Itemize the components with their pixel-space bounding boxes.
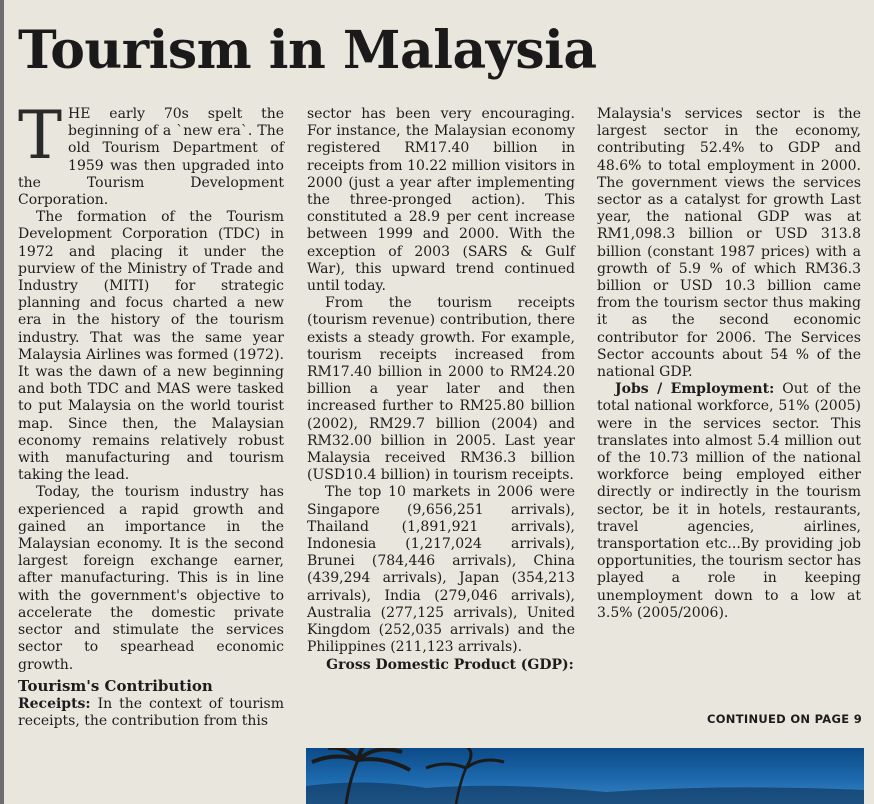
article-column-1 [18, 97, 284, 730]
paragraph-employment [597, 381, 861, 622]
paragraph-sector-encouraging: sector has been very encouraging. For instance, the Malaysian economy registered RM17.40 billion in receipts from 10.22 million visitors in 2000 (just a year after implementing the three-pronged action). This constituted a 28.9 per cent increase between 1999 and 2000. With the exception of 2003 (SARS & Gulf War), this upward trend continued until today. [307, 106, 575, 295]
subhead-gdp: Gross Domestic Product (GDP): [326, 656, 574, 673]
receipts-text: In the context of tourism receipts, the contribution from this [18, 695, 284, 729]
employment-text: Out of the total national workforce, 51% (2005) were in the services sector. This translates into almost 5.4 million out of the 10.73 million of the national workforce being employed either directly or indirectly in the tourism sector, be it in hotels, restaurants, travel agencies, airlines, transportation etc...By providing job opportunities, the tourism sector has played a role in keeping unemployment down to a low at 3.5% (2005/2006). [597, 381, 861, 621]
beach-photo [306, 748, 864, 804]
paragraph-formation: The formation of the Tourism Development Corporation (TDC) in 1972 and placing it under the purview of the Ministry of Trade and Industry (MITI) for strategic planning and focus charted a new era in the history of the tourism industry. That was the same year Malaysia Airlines was formed (1972). It was the dawn of a new beginning and both TDC and MAS were tasked to put Malaysia on the world tourist map. Since then, the Malaysian economy remains relatively robust with manufacturing and tourism taking the lead. [18, 209, 284, 484]
lead-paragraph [18, 97, 284, 209]
left-margin-rule [0, 0, 4, 804]
paragraph-services-sector: Malaysia's services sector is the largest sector in the economy, contributing 52.4% to GDP and 48.6% to total employment in 2000. The government views the services sector as a catalyst for growth Last year, the national GDP was at RM1,098.3 billion or USD 313.8 billion (constant 1987 prices) with a growth of 5.9 % of which RM36.3 billion or USD 10.3 billion came from the tourism sector thus making it as the second economic contributor for 2006. The Services Sector accounts about 54 % of the national GDP. [597, 106, 861, 381]
receipts-label: Receipts: [18, 695, 91, 712]
paragraph-today: Today, the tourism industry has experienced a rapid growth and gained an importance in the Malaysian economy. It is the second largest foreign exchange earner, after manufacturing. This is in line with the government's objective to accelerate the domestic private sector and stimulate the services sector to spearhead economic growth. [18, 484, 284, 673]
subhead-tourism-contribution: Tourism's Contribution [18, 676, 213, 695]
paragraph-receipts-growth: From the tourism receipts (tourism revenue) contribution, there exists a steady growth. For example, tourism receipts increased from RM17.40 billion in 2000 to RM24.20 billion a year later and then increased further to RM25.80 billion (2002), RM29.7 billion (2004) and RM32.00 billion in 2005. Last year Malaysia received RM36.3 billion (USD10.4 billion) in tourism receipts. [307, 295, 575, 484]
drop-cap: T [18, 97, 63, 174]
article-column-2 [307, 106, 575, 674]
paragraph-top-markets: The top 10 markets in 2006 were Singapore (9,656,251 arrivals), Thailand (1,891,921 arrivals), Indonesia (1,217,024 arrivals), Brunei (784,446 arrivals), China (439,294 arrivals), Japan (354,213 arrivals), India (279,046 arrivals), Australia (277,125 arrivals), United Kingdom (252,035 arrivals) and the Philippines (211,123 arrivals). [307, 484, 575, 656]
paragraph-receipts [18, 696, 284, 730]
employment-label: Jobs / Employment: [615, 381, 775, 398]
continued-on-page-link[interactable]: CONTINUED ON PAGE 9 [706, 712, 862, 726]
palm-tree-icon [306, 748, 864, 804]
article-column-3 [597, 106, 861, 622]
headline: Tourism in Malaysia [18, 20, 597, 81]
lead-paragraph-text: HE early 70s spelt the beginning of a `new era`. The old Tourism Department of 1959 was then upgraded into the Tourism Development Corporation. [18, 106, 284, 209]
